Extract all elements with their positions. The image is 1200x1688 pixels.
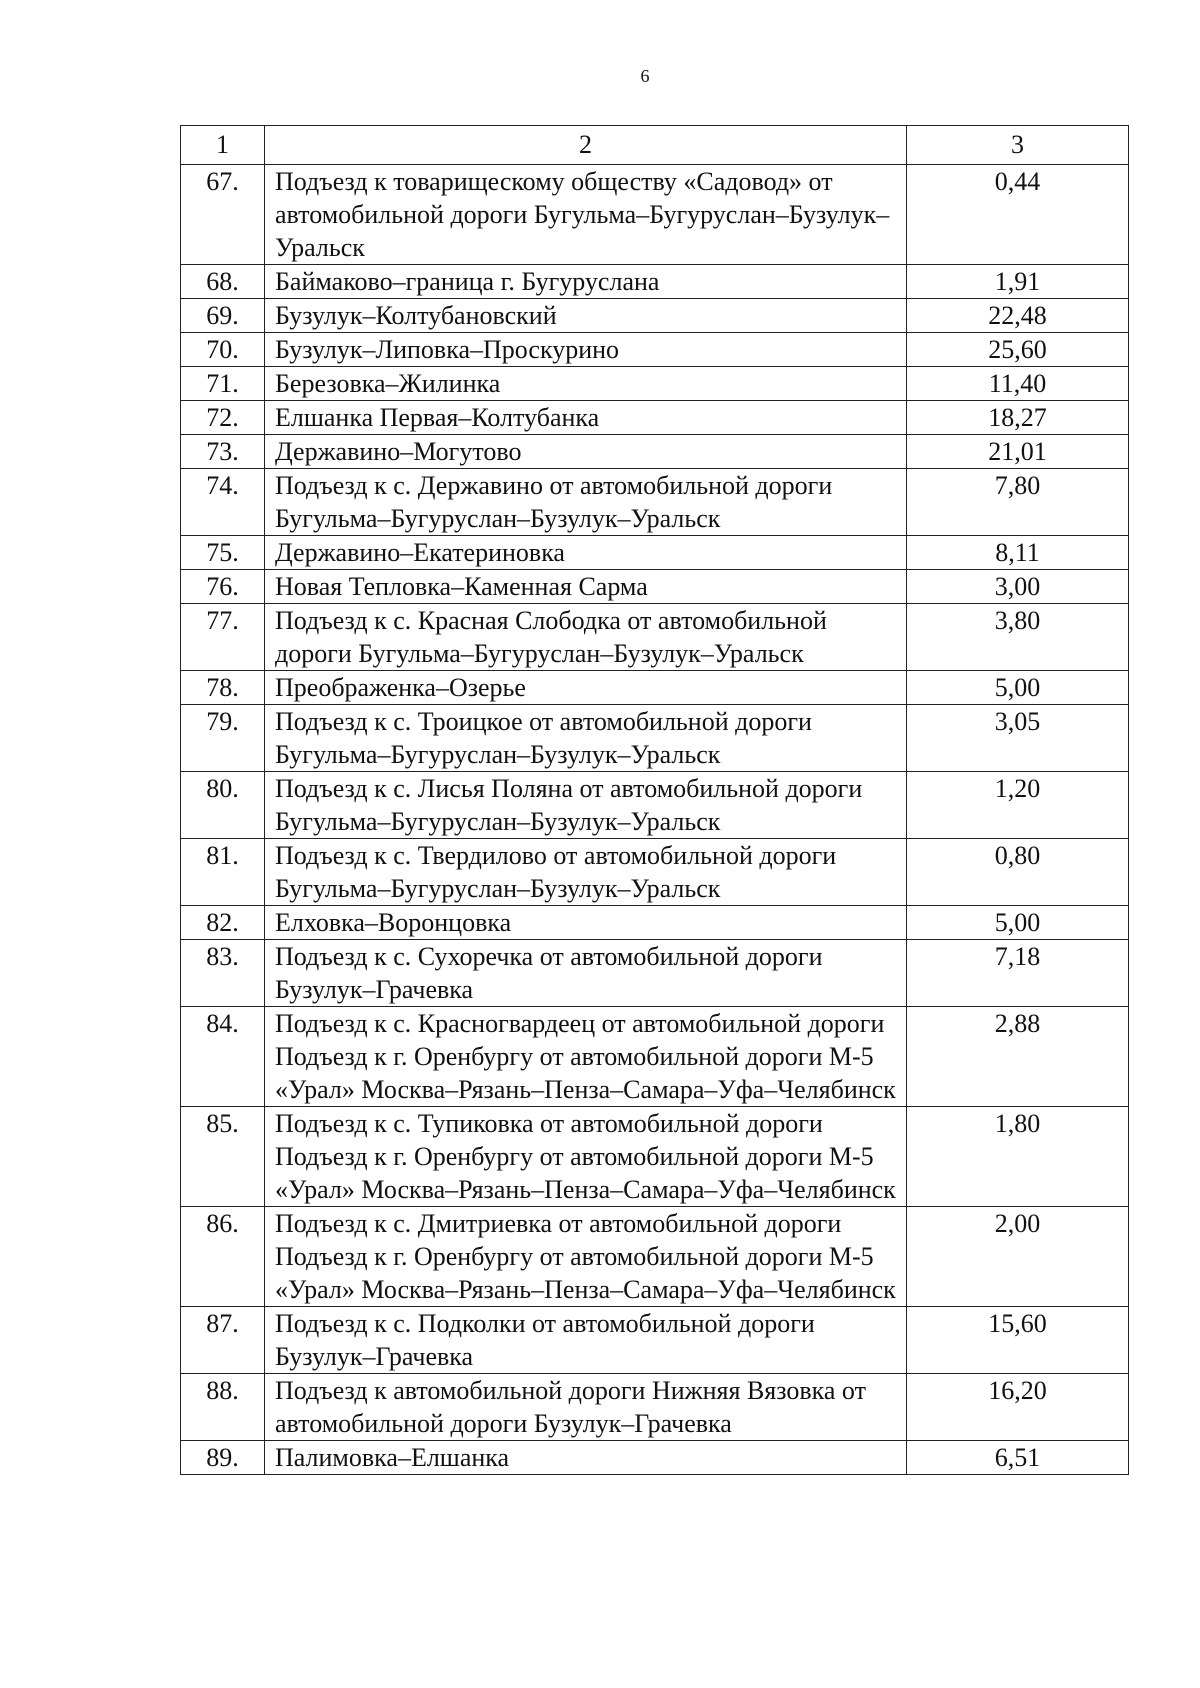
road-name: Подъезд к с. Подколки от автомобильной дороги Бузулук–Грачевка <box>265 1307 907 1374</box>
row-number: 76. <box>181 570 265 604</box>
table-row <box>181 299 1129 333</box>
row-number: 74. <box>181 469 265 536</box>
row-number: 71. <box>181 367 265 401</box>
road-length: 0,44 <box>907 165 1129 265</box>
road-length: 18,27 <box>907 401 1129 435</box>
row-number: 78. <box>181 671 265 705</box>
road-name: Преображенка–Озерье <box>265 671 907 705</box>
road-length: 5,00 <box>907 671 1129 705</box>
road-length: 2,88 <box>907 1007 1129 1107</box>
road-name: Подъезд к с. Дмитриевка от автомобильной дороги Подъезд к г. Оренбургу от автомобильной дороги М-5 «Урал» Москва–Рязань–Пенза–Самара–Уфа–Челябинск <box>265 1207 907 1307</box>
road-name: Подъезд к с. Троицкое от автомобильной дороги Бугульма–Бугуруслан–Бузулук–Уральск <box>265 705 907 772</box>
road-length: 1,91 <box>907 265 1129 299</box>
row-number: 70. <box>181 333 265 367</box>
table-row <box>181 435 1129 469</box>
road-length: 15,60 <box>907 1307 1129 1374</box>
row-number: 75. <box>181 536 265 570</box>
table-row <box>181 772 1129 839</box>
table-row <box>181 333 1129 367</box>
row-number: 86. <box>181 1207 265 1307</box>
road-name: Подъезд к с. Державино от автомобильной дороги Бугульма–Бугуруслан–Бузулук–Уральск <box>265 469 907 536</box>
row-number: 84. <box>181 1007 265 1107</box>
row-number: 68. <box>181 265 265 299</box>
row-number: 82. <box>181 906 265 940</box>
table-row <box>181 1441 1129 1475</box>
table-row <box>181 604 1129 671</box>
page-number: 6 <box>640 66 650 86</box>
row-number: 85. <box>181 1107 265 1207</box>
road-name: Елшанка Первая–Колтубанка <box>265 401 907 435</box>
road-length: 25,60 <box>907 333 1129 367</box>
road-name: Подъезд к с. Красногвардеец от автомобильной дороги Подъезд к г. Оренбургу от автомобильной дороги М-5 «Урал» Москва–Рязань–Пенза–Самара–Уфа–Челябинск <box>265 1007 907 1107</box>
header-col-number: 1 <box>181 126 265 165</box>
road-length: 21,01 <box>907 435 1129 469</box>
row-number: 89. <box>181 1441 265 1475</box>
table-row <box>181 469 1129 536</box>
row-number: 81. <box>181 839 265 906</box>
road-name: Подъезд к с. Твердилово от автомобильной дороги Бугульма–Бугуруслан–Бузулук–Уральск <box>265 839 907 906</box>
table-row <box>181 671 1129 705</box>
row-number: 87. <box>181 1307 265 1374</box>
road-name: Подъезд к с. Сухоречка от автомобильной дороги Бузулук–Грачевка <box>265 940 907 1007</box>
road-name: Державино–Екатериновка <box>265 536 907 570</box>
road-length: 3,05 <box>907 705 1129 772</box>
road-name: Бузулук–Колтубановский <box>265 299 907 333</box>
table-row <box>181 906 1129 940</box>
row-number: 67. <box>181 165 265 265</box>
row-number: 72. <box>181 401 265 435</box>
table-row <box>181 367 1129 401</box>
row-number: 69. <box>181 299 265 333</box>
road-name: Подъезд к автомобильной дороги Нижняя Вязовка от автомобильной дороги Бузулук–Грачевка <box>265 1374 907 1441</box>
road-name: Подъезд к с. Тупиковка от автомобильной дороги Подъезд к г. Оренбургу от автомобильной дороги М-5 «Урал» Москва–Рязань–Пенза–Самара–Уфа–Челябинск <box>265 1107 907 1207</box>
road-name: Березовка–Жилинка <box>265 367 907 401</box>
road-length: 8,11 <box>907 536 1129 570</box>
road-name: Подъезд к с. Красная Слободка от автомобильной дороги Бугульма–Бугуруслан–Бузулук–Уральск <box>265 604 907 671</box>
row-number: 79. <box>181 705 265 772</box>
table-row <box>181 705 1129 772</box>
row-number: 88. <box>181 1374 265 1441</box>
roads-table <box>180 125 1129 1475</box>
table-header-row <box>181 126 1129 165</box>
table-row <box>181 839 1129 906</box>
road-name: Державино–Могутово <box>265 435 907 469</box>
road-length: 22,48 <box>907 299 1129 333</box>
table-row <box>181 1374 1129 1441</box>
road-length: 7,80 <box>907 469 1129 536</box>
table-row <box>181 1207 1129 1307</box>
row-number: 77. <box>181 604 265 671</box>
road-name: Подъезд к с. Лисья Поляна от автомобильной дороги Бугульма–Бугуруслан–Бузулук–Уральск <box>265 772 907 839</box>
road-name: Новая Тепловка–Каменная Сарма <box>265 570 907 604</box>
road-length: 11,40 <box>907 367 1129 401</box>
table-row <box>181 940 1129 1007</box>
road-length: 1,80 <box>907 1107 1129 1207</box>
road-name: Баймаково–граница г. Бугуруслана <box>265 265 907 299</box>
road-length: 5,00 <box>907 906 1129 940</box>
road-length: 6,51 <box>907 1441 1129 1475</box>
road-length: 0,80 <box>907 839 1129 906</box>
table-row <box>181 401 1129 435</box>
road-length: 16,20 <box>907 1374 1129 1441</box>
row-number: 73. <box>181 435 265 469</box>
table-row <box>181 536 1129 570</box>
row-number: 83. <box>181 940 265 1007</box>
table-row <box>181 1107 1129 1207</box>
table-row <box>181 165 1129 265</box>
road-length: 1,20 <box>907 772 1129 839</box>
road-name: Палимовка–Елшанка <box>265 1441 907 1475</box>
road-length: 7,18 <box>907 940 1129 1007</box>
road-length: 2,00 <box>907 1207 1129 1307</box>
road-name: Подъезд к товарищескому обществу «Садовод» от автомобильной дороги Бугульма–Бугуруслан–Бузулук–Уральск <box>265 165 907 265</box>
road-length: 3,00 <box>907 570 1129 604</box>
header-col-length: 3 <box>907 126 1129 165</box>
table-row <box>181 1307 1129 1374</box>
table-row <box>181 265 1129 299</box>
header-col-road-name: 2 <box>265 126 907 165</box>
table-row <box>181 1007 1129 1107</box>
table-body <box>181 165 1129 1475</box>
road-name: Елховка–Воронцовка <box>265 906 907 940</box>
row-number: 80. <box>181 772 265 839</box>
road-length: 3,80 <box>907 604 1129 671</box>
road-name: Бузулук–Липовка–Проскурино <box>265 333 907 367</box>
table-row <box>181 570 1129 604</box>
